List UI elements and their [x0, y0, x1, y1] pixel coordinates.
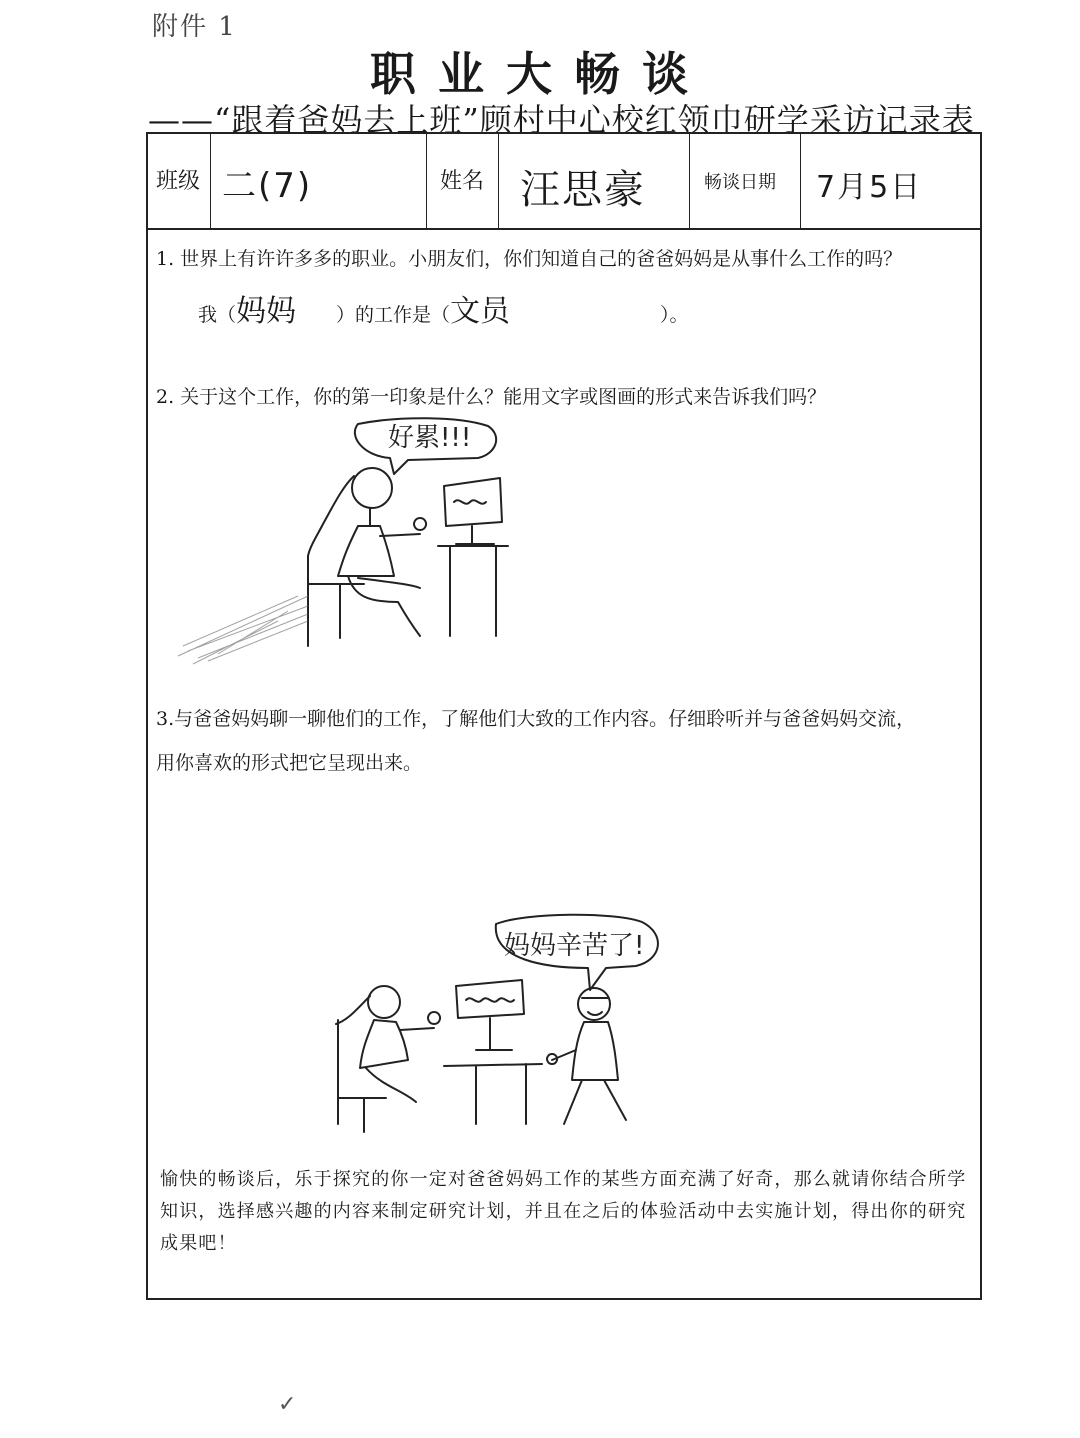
header-row: [148, 134, 980, 230]
divider: [426, 134, 427, 228]
question-2: 2. 关于这个工作，你的第一印象是什么？能用文字或图画的形式来告诉我们吗？: [156, 386, 827, 408]
answer-1-job: 文员: [450, 294, 511, 329]
date-label: 畅谈日期: [704, 172, 776, 193]
divider: [210, 134, 211, 228]
divider: [689, 134, 690, 228]
drawing-tired-mom: [158, 406, 528, 686]
attachment-label: 附件 1: [152, 12, 237, 42]
divider: [498, 134, 499, 228]
answer-1-parent: 妈妈: [236, 294, 297, 329]
page-title: 职业大畅谈: [370, 47, 710, 101]
name-value: 汪思豪: [520, 167, 646, 213]
answer-1-suffix: ）。: [660, 304, 689, 326]
answer-1-prefix: 我（: [198, 304, 237, 326]
class-value: 二(7): [222, 166, 313, 206]
class-label: 班级: [156, 169, 201, 194]
question-1: 1. 世界上有许许多多的职业。小朋友们，你们知道自己的爸爸妈妈是从事什么工作的吗？: [156, 248, 903, 270]
name-label: 姓名: [440, 169, 485, 194]
drawing-thank-mom: [326, 910, 666, 1140]
record-form: [146, 132, 982, 1300]
answer-1: [198, 286, 689, 330]
bubble-1-text: 好累!!!: [388, 423, 472, 453]
pencil-mark: ✓: [278, 1392, 297, 1417]
question-3-line-2: 用你喜欢的形式把它呈现出来。: [156, 752, 423, 774]
page-subtitle: ——“跟着爸妈去上班”顾村中心校红领巾研学采访记录表: [148, 101, 975, 139]
date-value: 7月5日: [816, 170, 923, 205]
closing-paragraph: 愉快的畅谈后，乐于探究的你一定对爸爸妈妈工作的某些方面充满了好奇，那么就请你结合所学知识，选择感兴趣的内容来制定研究计划，并且在之后的体验活动中去实施计划，得出你的研究成果吧！: [160, 1169, 967, 1254]
divider: [800, 134, 801, 228]
answer-1-middle: ）的工作是（: [336, 304, 451, 326]
bubble-2-text: 妈妈辛苦了!: [504, 931, 645, 961]
question-3-line-1: 3.与爸爸妈妈聊一聊他们的工作，了解他们大致的工作内容。仔细聆听并与爸爸妈妈交流，: [156, 708, 916, 730]
